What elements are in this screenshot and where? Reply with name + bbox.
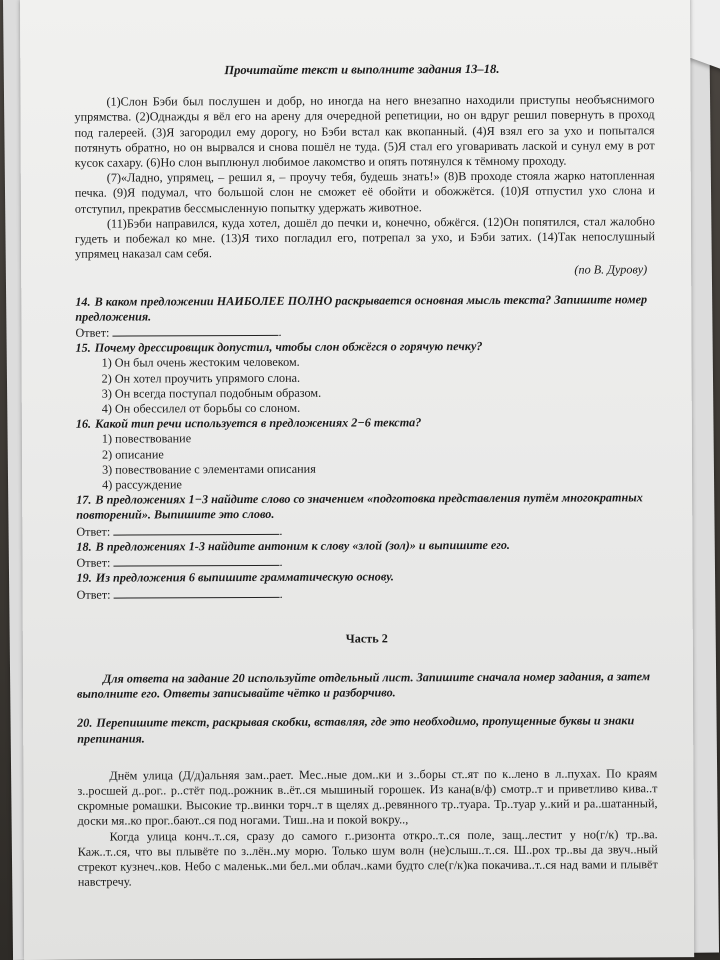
task-20-number: 20. [77, 716, 93, 731]
question-19-answer-blank[interactable] [114, 585, 280, 598]
question-15-text: Почему дрессировщик допустил, чтобы слон обжёгся о горячую печку? [94, 339, 483, 355]
question-18-answer-line: Ответ: . [76, 554, 283, 570]
task-20-heading [77, 714, 657, 747]
option-item[interactable]: 4) Он обессилел от борьбы со слоном. [101, 400, 301, 416]
question-19 [76, 569, 656, 603]
question-17-answer-blank[interactable] [113, 523, 279, 536]
option-item[interactable]: 4) рассуждение [102, 477, 182, 492]
question-14-heading [75, 292, 655, 325]
question-14 [75, 292, 655, 341]
question-14-answer-line: Ответ: . [75, 324, 282, 340]
question-18-answer-blank[interactable] [113, 554, 279, 567]
question-16 [76, 414, 656, 493]
question-14-answer-blank[interactable] [112, 324, 278, 337]
question-15 [75, 338, 655, 417]
answer-label: Ответ: [76, 587, 111, 602]
answer-label: Ответ: [76, 555, 111, 570]
question-17-number: 17. [76, 492, 92, 508]
question-17 [76, 491, 656, 540]
text-paragraph-2: (7)«Ладно, упрямец, – решил я, – проучу тебя, будешь знать!» (8)В проходе стояла жарко натопленная печка. (9)Я подумал, что большой слон не сможет её обойти и обожжётся. (10)Я отпустил ухо слона и отступил, прекратив бессмысленную попытку удержать животное. [74, 168, 655, 216]
question-16-number: 16. [75, 416, 92, 432]
question-17-heading [76, 491, 656, 524]
page-title: Прочитайте текст и выполните задания 13–18. [224, 61, 500, 78]
question-17-answer-line: Ответ: . [76, 523, 283, 539]
exam-page [20, 0, 694, 960]
part-2-instruction: Для ответа на задание 20 используйте отдельный лист. Запишите сначала номер задания, а затем выполните его. Ответы записывайте чётко и разборчиво. [76, 669, 651, 701]
question-14-text: В каком предложении НАИБОЛЕЕ ПОЛНО раскрывается основная мысль текста? Запишите номер предложения. [75, 291, 648, 324]
question-16-options [102, 430, 656, 493]
question-16-text: Какой тип речи используется в предложениях 2−6 текста? [95, 415, 422, 431]
option-item[interactable]: 3) Он всегда поступал подобным образом. [101, 385, 322, 401]
answer-label: Ответ: [75, 325, 110, 340]
option-item[interactable]: 1) повествование [101, 431, 192, 447]
question-15-options [102, 354, 656, 417]
question-19-text: Из предложения 6 выпишите грамматическую основу. [95, 569, 394, 585]
task-20-text: Перепишите текст, раскрывая скобки, вставляя, где это необходимо, пропущенные буквы и знаки препинания. [77, 713, 635, 746]
question-19-answer-line: Ответ: . [76, 586, 283, 602]
question-14-number: 14. [75, 294, 91, 309]
question-19-number: 19. [76, 570, 92, 586]
dictation-paragraph-1: Днём улица (Д/д)альняя зам..рает. Мес..ные дом..ки и з..боры ст..ят по к..лено в л..пухах. По краям з..росшей д..рог.. р..стёт под..рожник в..ёт..ся мышиный горошек. Из кана(в/ф) смотр..т и приветливо кива..т скромные ромашки. Высокие тр..винки торч..т в щелях д..ревянного тр..туара. Тр..туар у..кий и ра..шатанный, доски мя..ко прог..бают..ся под ногами. Тиш..на и покой вокру.., [77, 765, 658, 829]
question-18-text: В предложениях 1-3 найдите антоним к слову «злой (зол)» и выпишите его. [95, 537, 510, 554]
question-17-text: В предложениях 1−3 найдите слово со значением «подготовка представления путём многократных повторений». Выпишите это слово. [76, 490, 643, 523]
answer-label: Ответ: [76, 524, 111, 539]
option-item[interactable]: 2) Он хотел проучить упрямого слона. [101, 370, 301, 386]
text-paragraph-1: (1)Слон Бэби был послушен и добр, но иногда на него внезапно находили приступы необъяснимого упрямства. (2)Однажды я вёл его на арену для очередной репетиции, но он вдруг решил повернуть в проход под галереей. (3)Я загородил ему дорогу, но Бэби встал как вкопанный. (4)Я взял его за ухо и попытался потянуть обратно, но он вырвался и снова пошёл не туда. (5)Я стал его уговаривать лаской и сунул ему в рот кусок сахару. (6)Но слон выплюнул любимое лакомство и опять потянулся к тёмному проходу. [74, 92, 655, 170]
question-18 [76, 537, 656, 571]
option-item[interactable]: 3) повествование с элементами описания [102, 461, 316, 477]
text-paragraph-3: (11)Бэби направился, куда хотел, дошёл до печки и, конечно, обжёгся. (12)Он попятился, стал жалобно гудеть и побежал ко мне. (13)Я тихо погладил его, потрепал за ухо, и Бэби затих. (14)Так непослушный упрямец наказал сам себя. [75, 214, 656, 261]
dictation-paragraph-2: Когда улица конч..т..ся, сразу до самого г..ризонта откро..т..ся поле, защ..лестит у но(г/к) тр..ва. Каж..т..ся, что вы плывёте по з..лён..му морю. Только шум волн (не)слыш..т..ся. Ш..рох тр..вы да звуч..ный стрекот кузнеч..ков. Небо с маленьк..ми бел..ми облач..ками будто сле(г/к)ка покачива..т..ся над вами и плывёт навстречу. [77, 826, 658, 889]
option-item[interactable]: 1) Он был очень жестоким человеком. [101, 355, 300, 371]
part-2-heading: Часть 2 [345, 631, 388, 646]
question-18-number: 18. [76, 539, 92, 554]
option-item[interactable]: 2) описание [101, 447, 164, 462]
question-15-number: 15. [75, 340, 91, 356]
text-author: (по В. Дурову) [574, 262, 648, 278]
page-content [74, 61, 658, 890]
